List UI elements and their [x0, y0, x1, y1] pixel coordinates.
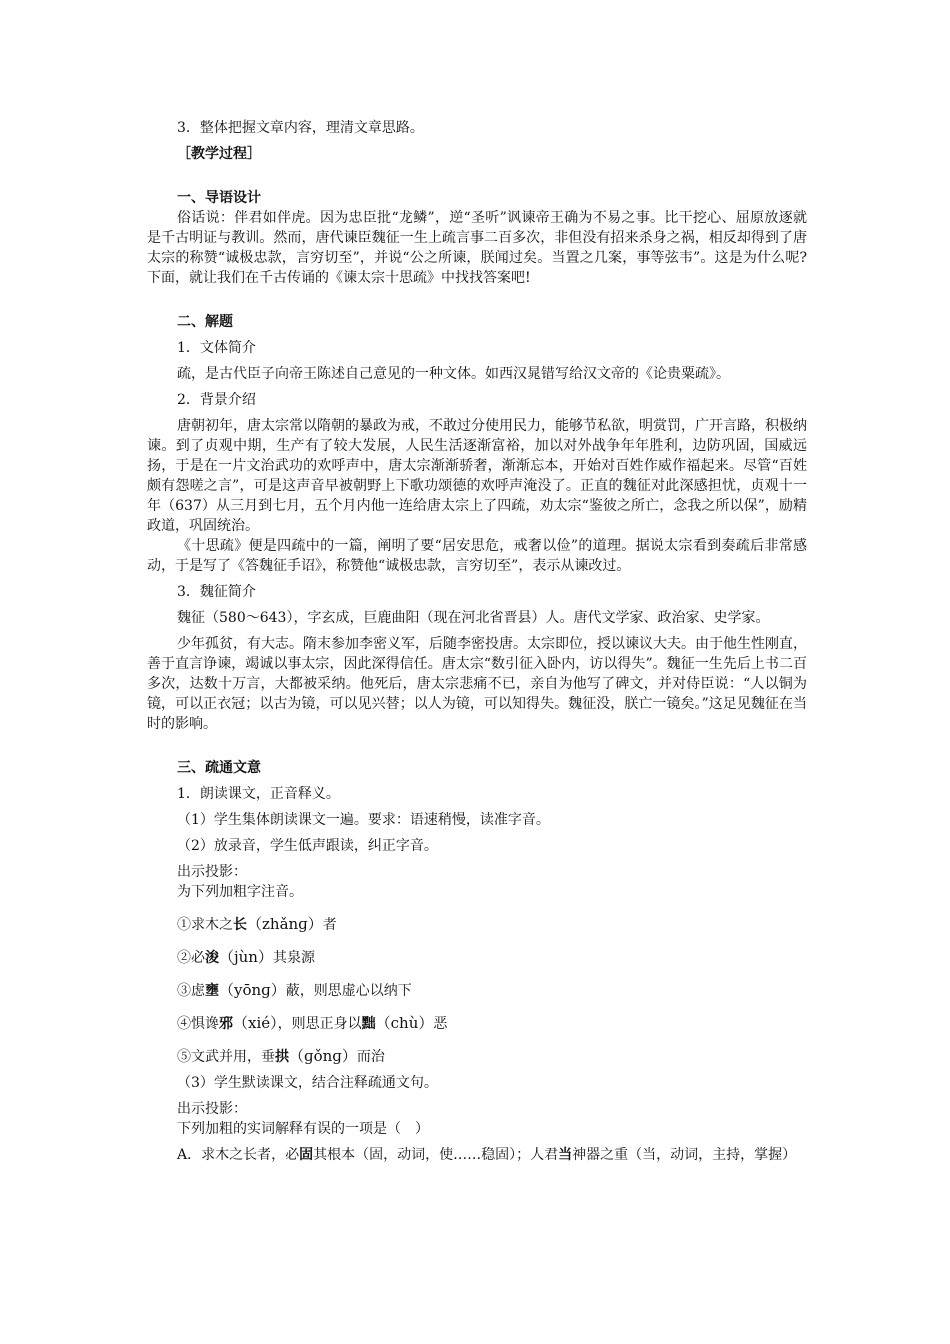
- pinyin-item: ⑤文武并用，垂拱（ɡǒnɡ）而治: [177, 1047, 385, 1065]
- pinyin: （jùn）: [219, 948, 273, 966]
- task-vocab: 下列加粗的实词解释有误的一项是（ ）: [177, 1121, 429, 1137]
- goal-item-3: 3．整体把握文章内容，理清文章思路。: [177, 120, 424, 136]
- pinyin: （yōnɡ）: [219, 981, 286, 999]
- bold-char: 长: [233, 917, 247, 933]
- weizheng-life-paragraph: 少年孤贫，有大志。隋末参加李密义军，后随李密投唐。太宗即位，授以谏议大夫。由于他生性刚直，善于直言诤谏，竭诚以事太宗，因此深得信任。唐太宗“数引征入卧内，访以得失”。魏征一生先后上书二百多次，达数十万言，大都被采纳。他死后，唐太宗悲痛不已，亲自为他写了碑文，并对侍臣说：“人以铜为镜，可以正衣冠；以古为镜，可以见兴替；以人为镜，可以知得失。魏征没，朕亡一镜矣。”这足见魏征在当时的影响。: [147, 636, 807, 732]
- section-title-intro: 一、导语设计: [177, 190, 261, 206]
- pinyin-item: ③虑壅（yōnɡ）蔽，则思虚心以纳下: [177, 981, 412, 999]
- pinyin: （zhǎnɡ）: [247, 915, 323, 933]
- bold-char: 拱: [275, 1049, 289, 1065]
- bold-char: 浚: [205, 950, 219, 966]
- intro-paragraph: 俗话说：伴君如伴虎。因为忠臣批“龙鳞”，逆“圣听”讽谏帝王确为不易之事。比干挖心、屈原放逐就是千古明证与教训。然而，唐代谏臣魏征一生上疏言事二百多次，非但没有招来杀身之祸，相反却得到了唐太宗的称赞“诚极忠款，言穷切至”，并说“公之所谏，朕闻过矣。当置之几案，事等弦韦”。这是为什么呢?下面，就让我们在千古传诵的《谏太宗十思疏》中找找答案吧!: [147, 210, 807, 286]
- pinyin-item: ①求木之长（zhǎnɡ）者: [177, 915, 337, 933]
- pinyin: （xié）: [233, 1014, 278, 1032]
- show-projection-2: 出示投影：: [177, 1101, 247, 1117]
- pinyin-item: ④惧谗邪（xié），则思正身以黜（chù）恶: [177, 1014, 448, 1032]
- subheading-weizheng: 3．魏征简介: [177, 584, 256, 600]
- bold-char: 当: [558, 1147, 573, 1163]
- bold-char: 壅: [205, 983, 219, 999]
- task-pinyin: 为下列加粗字注音。: [177, 884, 303, 900]
- show-projection-1: 出示投影：: [177, 864, 247, 880]
- section-title-explain: 二、解题: [177, 314, 233, 330]
- ten-thoughts-paragraph: 《十思疏》便是四疏中的一篇，阐明了要“居安思危，戒奢以俭”的道理。据说太宗看到奏疏后非常感动，于是写了《答魏征手诏》，称赞他“诚极忠款，言穷切至”，表示从谏改过。: [147, 538, 807, 574]
- section-title-reading: 三、疏通文意: [177, 760, 261, 776]
- pinyin-item: ②必浚（jùn）其泉源: [177, 948, 315, 966]
- step-2: （2）放录音，学生低声跟读，纠正字音。: [177, 838, 438, 854]
- step-1: （1）学生集体朗读课文一遍。要求：语速稍慢，读准字音。: [177, 812, 550, 828]
- genre-paragraph: 疏，是古代臣子向帝王陈述自己意见的一种文体。如西汉晁错写给汉文帝的《论贵粟疏》。: [177, 366, 730, 382]
- option-a: A．求木之长者，必固其根本（固，动词，使……稳固）；人君当神器之重（当，动词，主持，掌握）: [177, 1147, 797, 1163]
- subheading-genre: 1．文体简介: [177, 340, 256, 356]
- process-title: ［教学过程］: [177, 146, 261, 162]
- bold-char: 黜: [361, 1016, 376, 1032]
- background-paragraph: 唐朝初年，唐太宗常以隋朝的暴政为戒，不敢过分使用民力，能够节私欲，明赏罚，广开言路，积极纳谏。到了贞观中期，生产有了较大发展，人民生活逐渐富裕，加以对外战争年年胜利，边防巩固，国威远扬，于是在一片文治武功的欢呼声中，唐太宗渐渐骄奢，渐渐忘本，开始对百姓作威作福起来。尽管“百姓颇有怨嗟之言”，可是这声音早被朝野上下歌功颂德的欢呼声淹没了。正直的魏征对此深感担忧，贞观十一年（637）从三月到七月，五个月内他一连给唐太宗上了四疏，劝太宗“鉴彼之所亡，念我之所以保”，励精政道，巩固统治。: [147, 418, 807, 534]
- subheading-background: 2．背景介绍: [177, 392, 256, 408]
- document-page: [147, 118, 807, 1165]
- weizheng-bio-paragraph: 魏征（580～643），字玄成，巨鹿曲阳（现在河北省晋县）人。唐代文学家、政治家、史学家。: [177, 610, 770, 626]
- bold-char: 邪: [219, 1016, 233, 1032]
- pinyin: （chù）: [375, 1014, 434, 1032]
- pinyin: （ɡǒnɡ）: [289, 1047, 357, 1065]
- bold-char: 固: [299, 1147, 314, 1163]
- subheading-read-aloud: 1．朗读课文，正音释义。: [177, 786, 340, 802]
- step-3: （3）学生默读课文，结合注释疏通文句。: [177, 1075, 438, 1091]
